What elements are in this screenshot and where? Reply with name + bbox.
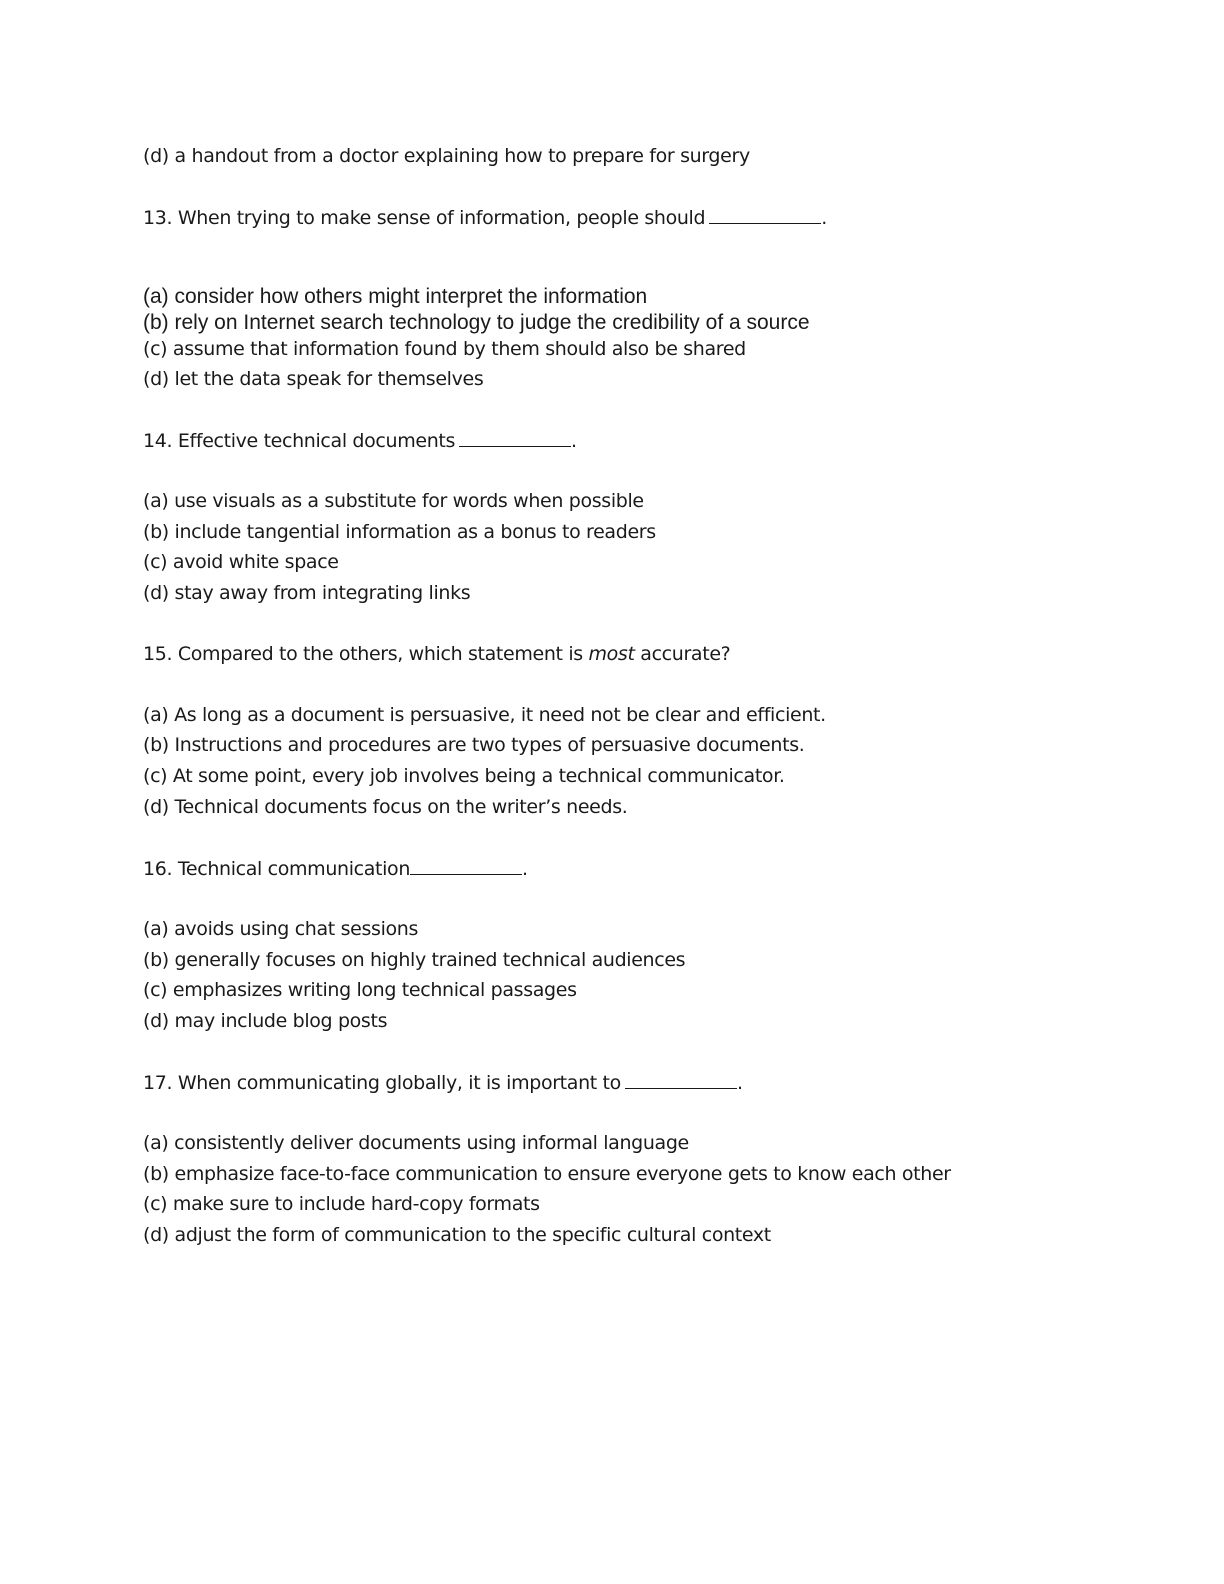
q14-option-a: (a) use visuals as a substitute for words when possible [143, 490, 644, 512]
q13-option-a: (a) consider how others might interpret the information [143, 285, 648, 308]
q17-option-d: (d) adjust the form of communication to the specific cultural context [143, 1224, 771, 1246]
answer-blank [410, 856, 522, 875]
q17-stem-text: 17. When communicating globally, it is important to [143, 1072, 621, 1094]
q15-option-d: (d) Technical documents focus on the writer’s needs. [143, 796, 628, 818]
q14-stem [143, 428, 577, 453]
q13-stem-end: . [821, 207, 827, 229]
answer-blank [709, 205, 821, 224]
q16-option-b: (b) generally focuses on highly trained technical audiences [143, 949, 686, 971]
q17-option-b: (b) emphasize face-to-face communication to ensure everyone gets to know each other [143, 1163, 951, 1185]
q14-stem-end: . [571, 430, 577, 452]
q14-option-c: (c) avoid white space [143, 551, 339, 573]
q13-option-c: (c) assume that information found by them should also be shared [143, 338, 746, 360]
q16-option-c: (c) emphasizes writing long technical passages [143, 979, 577, 1001]
q13-stem [143, 205, 827, 230]
q14-option-d: (d) stay away from integrating links [143, 582, 471, 604]
q15-option-c: (c) At some point, every job involves being a technical communicator. [143, 765, 785, 787]
answer-blank [625, 1070, 737, 1089]
q13-option-d: (d) let the data speak for themselves [143, 368, 484, 390]
q15-stem [143, 642, 730, 666]
q16-stem-end: . [522, 858, 528, 880]
q16-stem [143, 856, 528, 881]
q17-option-a: (a) consistently deliver documents using informal language [143, 1132, 689, 1154]
q16-stem-text: 16. Technical communication [143, 858, 411, 880]
q15-option-b: (b) Instructions and procedures are two types of persuasive documents. [143, 734, 805, 756]
q16-option-d: (d) may include blog posts [143, 1010, 388, 1032]
q16-option-a: (a) avoids using chat sessions [143, 918, 419, 940]
q17-stem [143, 1070, 743, 1095]
q15-stem-after: accurate? [634, 643, 731, 665]
q17-option-c: (c) make sure to include hard-copy formats [143, 1193, 540, 1215]
q14-stem-text: 14. Effective technical documents [143, 430, 456, 452]
q15-stem-emphasis: most [588, 643, 635, 665]
q14-option-b: (b) include tangential information as a bonus to readers [143, 521, 656, 543]
q15-stem-before: 15. Compared to the others, which statement is [143, 643, 589, 665]
q13-option-b: (b) rely on Internet search technology to judge the credibility of a source [143, 311, 810, 334]
q13-stem-text: 13. When trying to make sense of information, people should [143, 207, 706, 229]
answer-blank [459, 428, 571, 447]
q17-stem-end: . [736, 1072, 743, 1094]
q12-option-d: (d) a handout from a doctor explaining how to prepare for surgery [143, 145, 750, 167]
q15-option-a: (a) As long as a document is persuasive, it need not be clear and efficient. [143, 704, 826, 726]
